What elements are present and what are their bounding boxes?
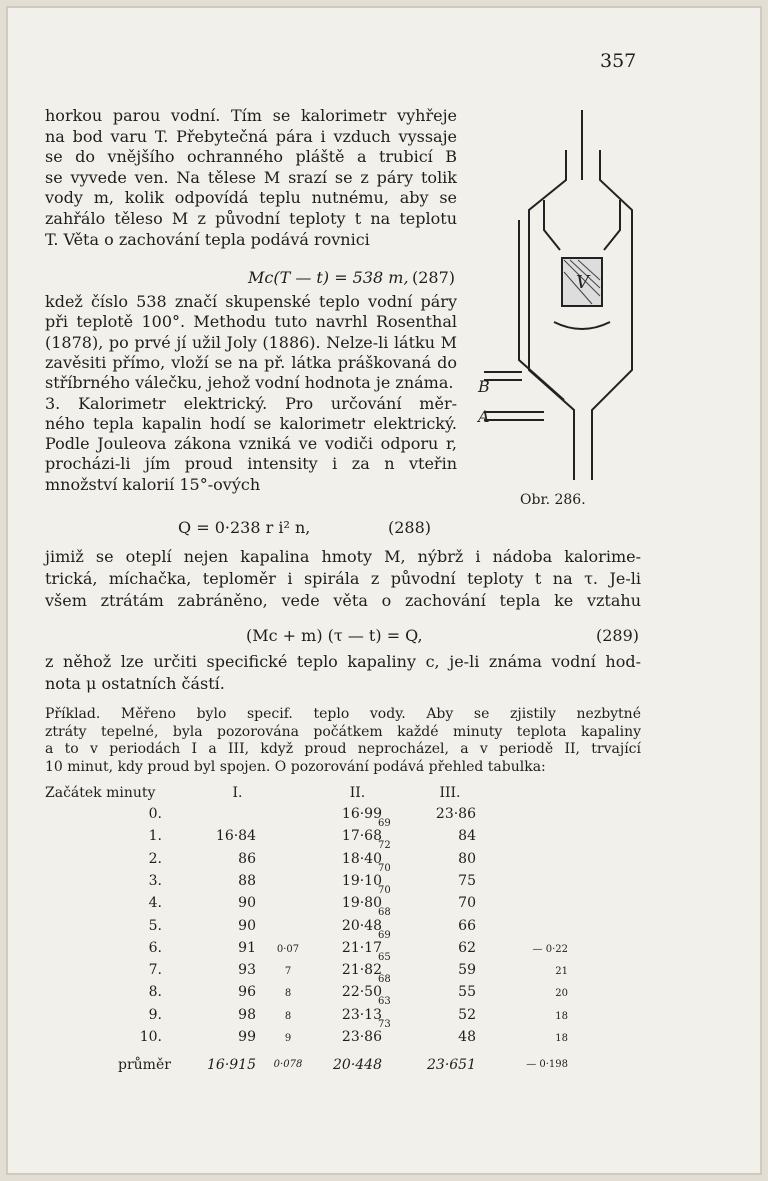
figure-label-a: A [478, 407, 490, 426]
value-period-1: 16·84 [215, 828, 256, 845]
value-period-3: 59 [458, 962, 476, 979]
text-line: se do vnějšího ochranného pláště a trubicí B [45, 147, 457, 167]
text-line: na bod varu T. Přebytečná pára i vzduch vyssaje [45, 126, 457, 146]
row-label: 4. [148, 895, 162, 912]
value-period-1: 90 [238, 895, 256, 912]
text-line: procházi-li jím proud intensity i za n vteřin [45, 454, 457, 474]
text-line: Podle Jouleova zákona vzniká ve vodiči odporu r, [45, 434, 457, 454]
row-label: 8. [148, 984, 162, 1001]
row-label: 0. [148, 806, 162, 822]
table-header: Začátek minuty [45, 785, 156, 801]
equation-287: Mc(T — t) = 538 m, [248, 268, 409, 287]
example-line: 10 minut, kdy proud byl spojen. O pozorování podává přehled tabulka: [45, 758, 546, 775]
text-line: kdež číslo 538 značí skupenské teplo vodní páry [45, 292, 457, 311]
value-period-2: 20·48 [341, 917, 382, 934]
table-header: III. [439, 785, 461, 801]
figure-caption: Obr. 286. [520, 492, 586, 508]
loss-period-1: 8 [284, 988, 292, 1000]
example-line: ztráty tepelné, byla pozorována počátkem každé minuty teplota kapaliny [45, 723, 641, 740]
loss-period-1: 7 [284, 966, 292, 978]
difference-value: 72 [378, 840, 391, 852]
difference-value: 70 [378, 862, 391, 874]
loss-period-1: 8 [284, 1010, 292, 1022]
equation-288: Q = 0·238 r i² n, [178, 518, 311, 537]
example-line: Příklad. Měřeno bylo specif. teplo vody. Aby se zjistily nezbytné [45, 706, 641, 722]
figure-label-b: B [478, 377, 490, 396]
value-period-2: 18·40 [341, 850, 382, 867]
value-period-2: 22·50 [341, 984, 382, 1001]
loss-period-3: 21 [555, 966, 568, 978]
difference-value: 73 [378, 1018, 391, 1030]
figure-label-v: V [576, 272, 589, 293]
value-period-1: 91 [238, 939, 256, 956]
text-line: ného tepla kapalin hodí se kalorimetr elektrický. [45, 413, 457, 433]
value-period-3: 62 [458, 939, 476, 956]
difference-value: 68 [378, 907, 391, 919]
equation-287-number: (287) [412, 268, 456, 287]
row-label: 7. [148, 962, 162, 979]
equation-288-number: (288) [388, 518, 432, 537]
text-line: jimiž se oteplí nejen kapalina hmoty M, nýbrž i nádoba kalorime- [45, 547, 641, 566]
mean-loss-1: 0·078 [273, 1059, 303, 1071]
value-period-2: 17·68 [341, 828, 382, 845]
value-period-2: 16·99 [341, 806, 382, 822]
loss-period-3: 18 [555, 1033, 568, 1044]
text-line: množství kalorií 15°-ových [45, 474, 261, 494]
value-period-1: 90 [238, 917, 256, 934]
value-period-3: 84 [458, 828, 476, 845]
page-number: 357 [600, 50, 637, 72]
difference-value: 68 [378, 974, 391, 986]
text-line: zahřálo těleso M z původní teploty t na teplotu [45, 209, 457, 228]
row-label: 10. [139, 1029, 162, 1045]
text-line: trická, míchačka, teploměr i spirála z původní teploty t na τ. Je-li [45, 569, 641, 589]
row-label: 2. [148, 850, 162, 867]
value-period-3: 55 [458, 984, 476, 1001]
value-period-2: 23·13 [341, 1006, 382, 1023]
difference-value: 69 [378, 929, 391, 941]
mean-label: průměr [118, 1057, 171, 1074]
text-line: (1878), po prvé jí užil Joly (1886). Nelze-li látku M [45, 332, 457, 352]
calorimeter-figure [474, 110, 634, 485]
text-line: z něhož lze určiti specifické teplo kapaliny c, je-li známa vodní hod- [45, 652, 641, 671]
value-period-3: 48 [458, 1029, 476, 1045]
text-line: T. Věta o zachování tepla podává rovnici [45, 229, 370, 249]
value-period-1: 99 [238, 1029, 256, 1045]
value-period-3: 80 [458, 850, 476, 867]
table-header: I. [232, 785, 243, 801]
value-period-2: 19·10 [341, 872, 382, 889]
loss-period-1: 0·07 [276, 943, 300, 955]
equation-289: (Mc + m) (τ — t) = Q, [246, 626, 423, 645]
mean-period-1: 16·915 [207, 1057, 256, 1074]
difference-value: 69 [378, 818, 391, 829]
value-period-3: 66 [458, 917, 476, 934]
value-period-2: 23·86 [341, 1029, 382, 1045]
text-line: horkou parou vodní. Tím se kalorimetr vyhřeje [45, 106, 457, 125]
value-period-1: 98 [238, 1006, 256, 1023]
text-line: 3. Kalorimetr elektrický. Pro určování měr- [45, 393, 457, 413]
value-period-2: 21·82 [341, 962, 382, 979]
value-period-3: 75 [458, 872, 476, 889]
value-period-3: 70 [458, 895, 476, 912]
text-line: stříbrného válečku, jehož vodní hodnota je známa. [45, 373, 454, 393]
loss-period-3: 18 [555, 1010, 568, 1022]
example-line: a to v periodách I a III, když proud neprocházel, a v periodě II, trvající [45, 741, 641, 758]
equation-289-number: (289) [596, 626, 640, 645]
row-label: 6. [148, 939, 162, 956]
text-line: při teplotě 100°. Methodu tuto navrhl Rosenthal [45, 312, 457, 332]
row-label: 9. [148, 1006, 162, 1023]
text-line: vody m, kolik odpovídá teplu nutnému, aby se [45, 188, 457, 208]
value-period-3: 52 [458, 1006, 476, 1023]
mean-period-2: 20·448 [333, 1057, 382, 1074]
mean-period-3: 23·651 [427, 1057, 476, 1074]
loss-period-3: 20 [555, 988, 568, 1000]
text-line: zavěsiti přímo, vloží se na př. látka práškovaná do [45, 352, 457, 372]
text-line: nota μ ostatních částí. [45, 674, 225, 694]
difference-value: 70 [378, 884, 391, 896]
loss-period-3: — 0·22 [532, 943, 568, 955]
value-period-1: 86 [238, 850, 256, 867]
value-period-2: 21·17 [341, 939, 382, 956]
table-header: II. [349, 785, 366, 801]
difference-value: 65 [378, 951, 391, 963]
difference-value: 63 [378, 996, 391, 1008]
value-period-1: 93 [238, 962, 256, 979]
loss-period-1: 9 [284, 1033, 292, 1044]
mean-loss-3: — 0·198 [526, 1059, 568, 1071]
value-period-1: 88 [238, 872, 256, 889]
text-line: se vyvede ven. Na tělese M srazí se z páry tolik [45, 167, 457, 187]
value-period-2: 19·80 [341, 895, 382, 912]
value-period-3: 23·86 [435, 806, 476, 822]
row-label: 3. [148, 872, 162, 889]
text-line: všem ztrátám zabráněno, vede věta o zachování tepla ke vztahu [45, 591, 641, 611]
row-label: 1. [148, 828, 162, 845]
row-label: 5. [148, 917, 162, 934]
value-period-1: 96 [238, 984, 256, 1001]
